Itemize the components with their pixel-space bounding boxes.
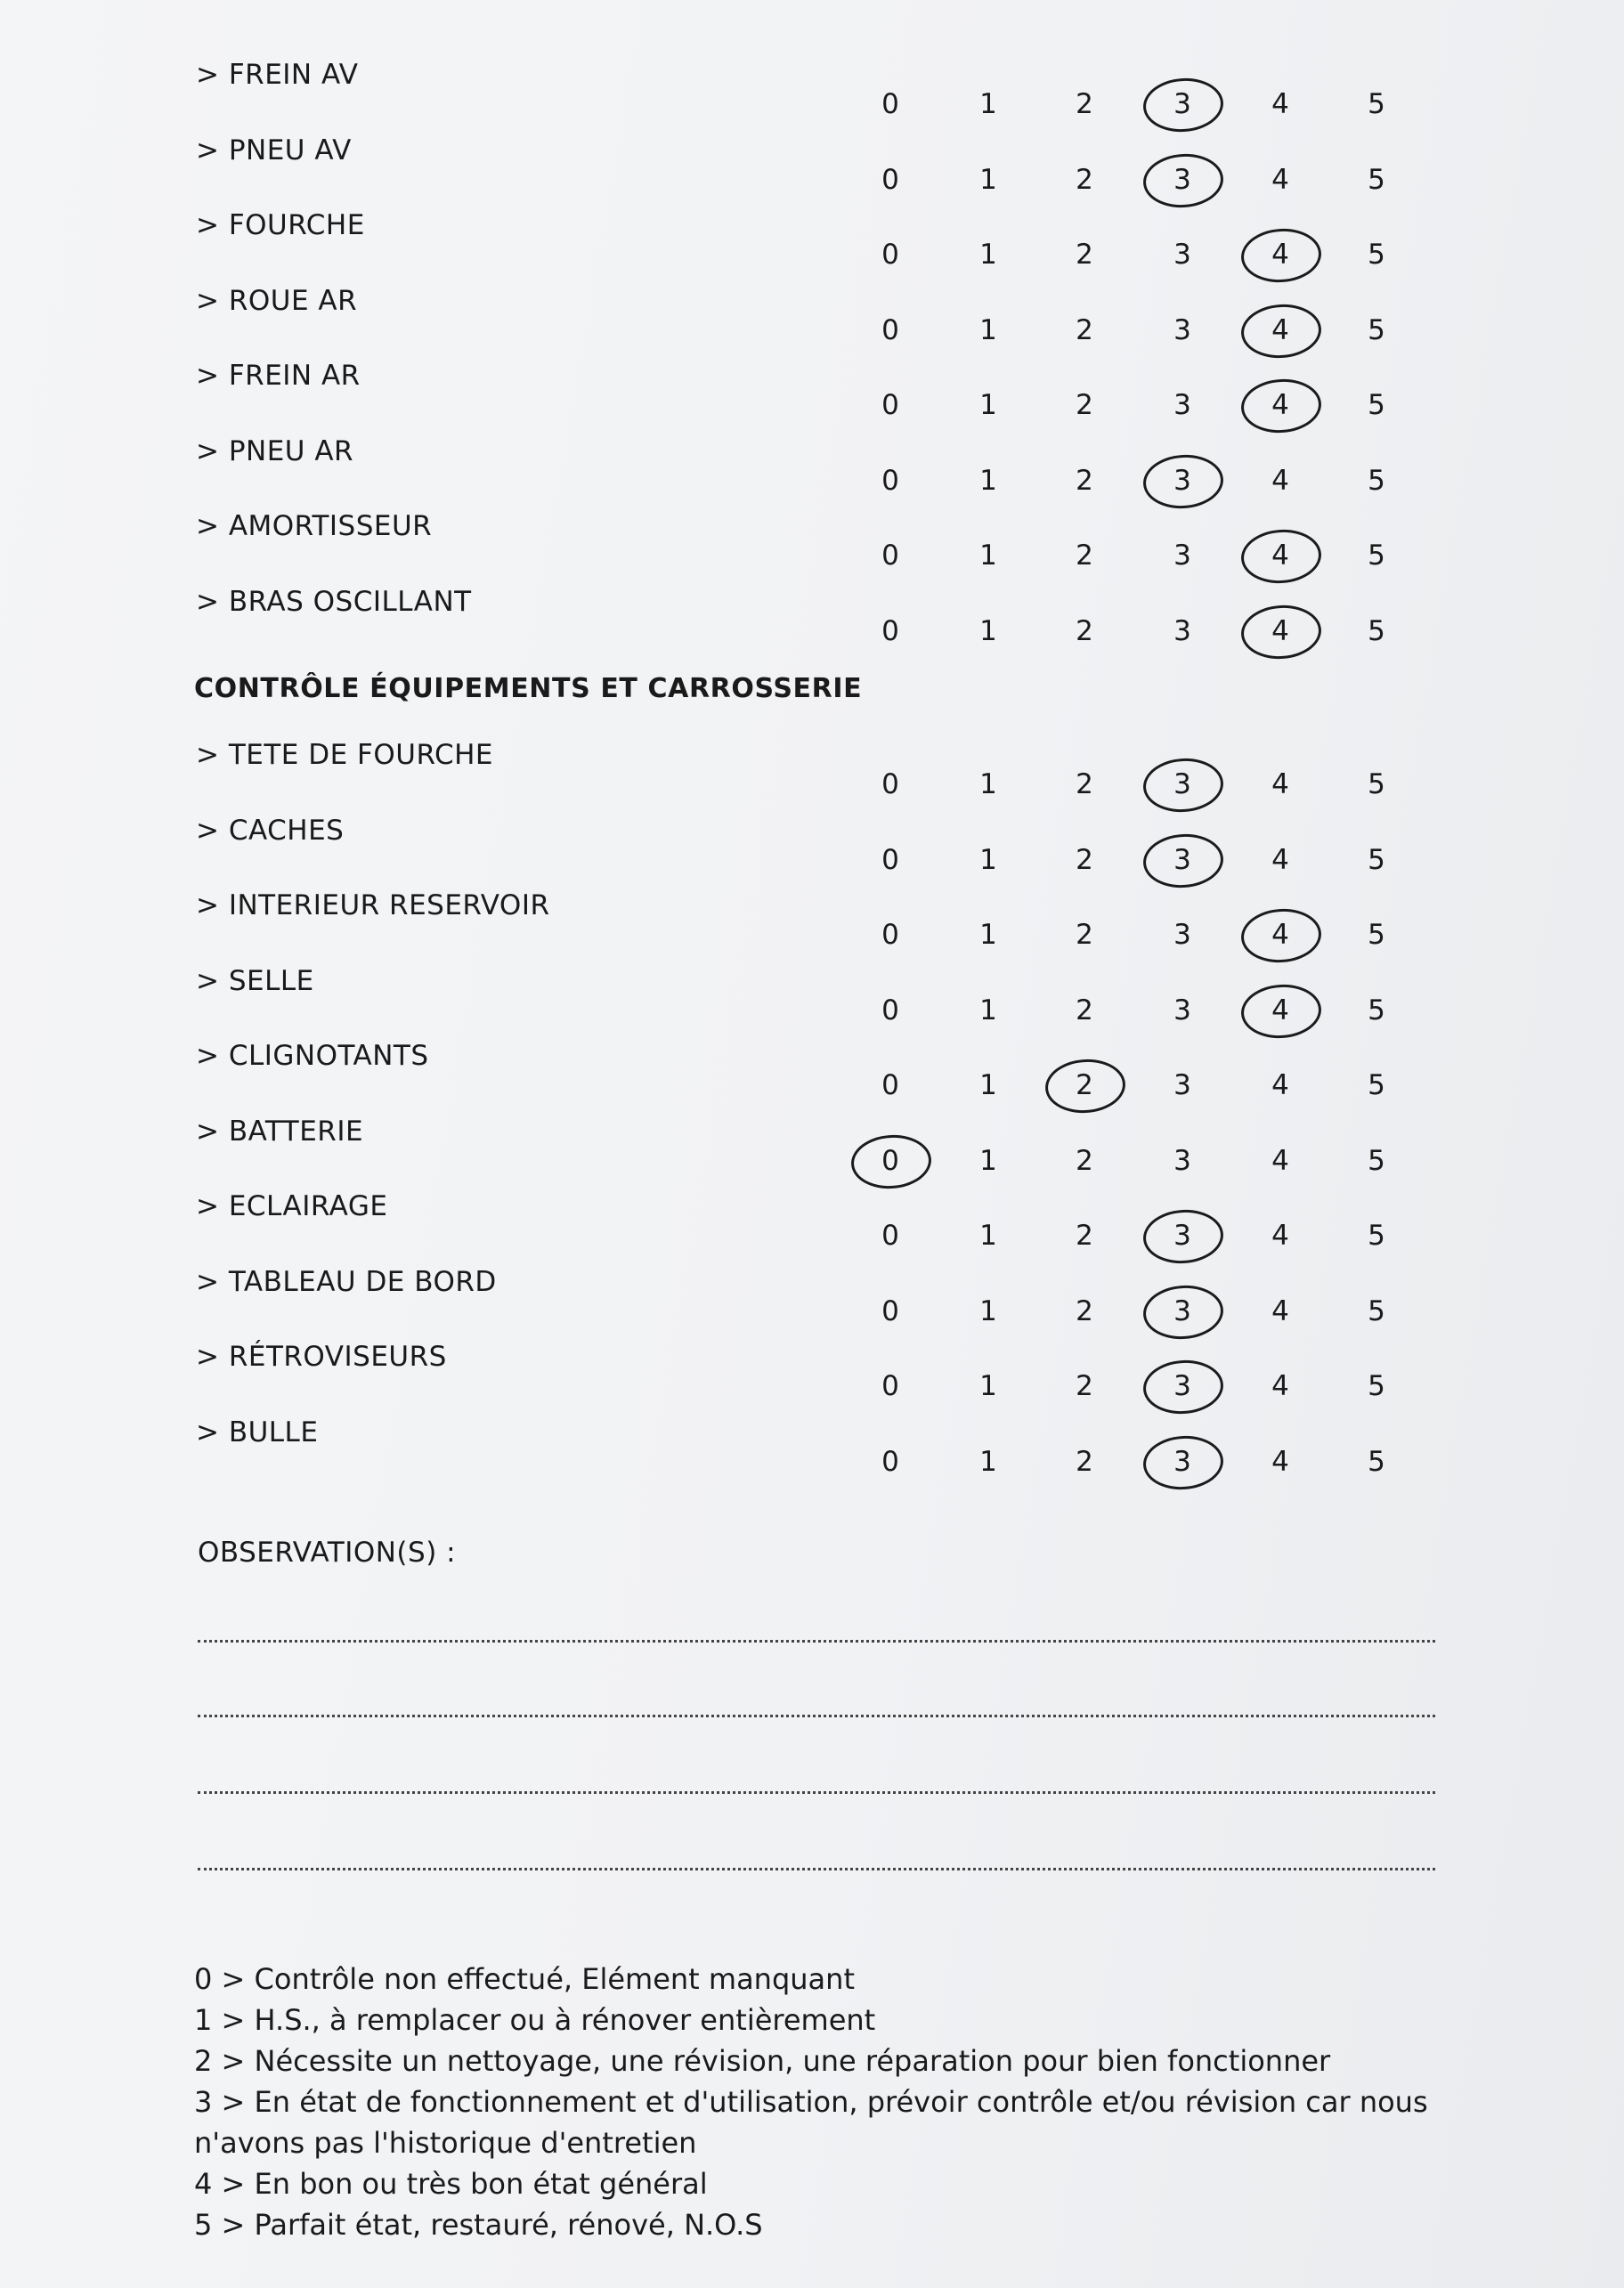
observation-line <box>198 1715 1435 1717</box>
score-option[interactable]: 5 <box>1368 464 1385 497</box>
score-option[interactable]: 0 <box>881 239 899 271</box>
score-option[interactable]: 1 <box>979 88 997 120</box>
score-option[interactable]: 5 <box>1368 843 1385 876</box>
score-option[interactable]: 5 <box>1368 1144 1385 1177</box>
score-option-selected[interactable]: 2 <box>1058 1063 1111 1107</box>
score-option-selected[interactable]: 3 <box>1156 158 1209 202</box>
score-option-selected[interactable]: 3 <box>1156 1440 1209 1484</box>
score-option[interactable]: 4 <box>1271 1370 1289 1402</box>
score-option[interactable]: 5 <box>1368 1294 1385 1327</box>
observation-line <box>198 1640 1435 1643</box>
row-label: > TETE DE FOURCHE <box>196 739 493 771</box>
score-option[interactable]: 0 <box>881 540 899 572</box>
score-option[interactable]: 5 <box>1368 1445 1385 1478</box>
row-label: > PNEU AV <box>196 134 352 166</box>
score-option[interactable]: 5 <box>1368 1220 1385 1252</box>
score-option[interactable]: 2 <box>1076 1445 1093 1478</box>
row-label: > FOURCHE <box>196 209 365 241</box>
score-option[interactable]: 0 <box>881 1445 899 1478</box>
score-option[interactable]: 1 <box>979 1445 997 1478</box>
score-option[interactable]: 2 <box>1076 540 1093 572</box>
checklist-row <box>0 435 1624 510</box>
score-option[interactable]: 3 <box>1173 919 1191 951</box>
checklist-row <box>0 889 1624 964</box>
score-option-selected[interactable]: 3 <box>1156 1213 1209 1258</box>
score-option[interactable]: 1 <box>979 313 997 346</box>
score-option[interactable]: 1 <box>979 843 997 876</box>
score-option[interactable]: 1 <box>979 994 997 1026</box>
score-option[interactable]: 2 <box>1076 919 1093 951</box>
checklist-row <box>0 965 1624 1040</box>
score-option[interactable]: 5 <box>1368 614 1385 647</box>
score-option[interactable]: 5 <box>1368 919 1385 951</box>
score-option[interactable]: 5 <box>1368 768 1385 800</box>
checklist-row <box>0 1040 1624 1115</box>
row-label: > BATTERIE <box>196 1115 364 1148</box>
legend-line: 0 > Contrôle non effectué, Elément manquant <box>194 1962 855 1996</box>
score-option[interactable]: 5 <box>1368 239 1385 271</box>
score-option[interactable]: 0 <box>881 614 899 647</box>
score-option-selected[interactable]: 4 <box>1254 383 1307 427</box>
score-option[interactable]: 4 <box>1271 163 1289 196</box>
score-option[interactable]: 3 <box>1173 389 1191 421</box>
checklist-row <box>0 1416 1624 1491</box>
score-option[interactable]: 0 <box>881 88 899 120</box>
score-option[interactable]: 2 <box>1076 1294 1093 1327</box>
score-option[interactable]: 1 <box>979 239 997 271</box>
score-option[interactable]: 3 <box>1173 614 1191 647</box>
score-option[interactable]: 3 <box>1173 994 1191 1026</box>
checklist-row <box>0 285 1624 360</box>
score-option[interactable]: 4 <box>1271 1220 1289 1252</box>
score-option-selected[interactable]: 3 <box>1156 1364 1209 1408</box>
score-option[interactable]: 0 <box>881 1370 899 1402</box>
score-option[interactable]: 2 <box>1076 313 1093 346</box>
score-option[interactable]: 0 <box>881 994 899 1026</box>
legend-line: 3 > En état de fonctionnement et d'utilisation, prévoir contrôle et/ou révision car nous <box>194 2085 1428 2119</box>
score-option-selected[interactable]: 4 <box>1254 308 1307 353</box>
checklist-row <box>0 586 1624 661</box>
score-option[interactable]: 5 <box>1368 1069 1385 1101</box>
row-label: > TABLEAU DE BORD <box>196 1265 497 1298</box>
score-option[interactable]: 3 <box>1173 1144 1191 1177</box>
score-option[interactable]: 1 <box>979 768 997 800</box>
score-option[interactable]: 4 <box>1271 1294 1289 1327</box>
observation-line <box>198 1868 1435 1870</box>
row-label: > SELLE <box>196 964 314 997</box>
legend-line: 5 > Parfait état, restauré, rénové, N.O.S <box>194 2208 763 2242</box>
score-option[interactable]: 2 <box>1076 389 1093 421</box>
section-title: CONTRÔLE ÉQUIPEMENTS ET CARROSSERIE <box>194 673 863 704</box>
score-option[interactable]: 4 <box>1271 1445 1289 1478</box>
row-label: > FREIN AV <box>196 59 359 91</box>
score-option[interactable]: 0 <box>881 1069 899 1101</box>
score-option[interactable]: 0 <box>881 843 899 876</box>
score-option[interactable]: 2 <box>1076 843 1093 876</box>
score-option[interactable]: 3 <box>1173 239 1191 271</box>
score-option-selected[interactable]: 3 <box>1156 82 1209 126</box>
score-option[interactable]: 1 <box>979 1144 997 1177</box>
score-option[interactable]: 1 <box>979 1069 997 1101</box>
legend-line: n'avons pas l'historique d'entretien <box>194 2126 697 2160</box>
checklist-row <box>0 1116 1624 1190</box>
score-option-selected[interactable]: 4 <box>1254 988 1307 1033</box>
observations-label: OBSERVATION(S) : <box>198 1537 457 1569</box>
score-option[interactable]: 1 <box>979 163 997 196</box>
observation-line <box>198 1791 1435 1794</box>
legend-line: 4 > En bon ou très bon état général <box>194 2167 708 2201</box>
score-option[interactable]: 5 <box>1368 389 1385 421</box>
row-label: > AMORTISSEUR <box>196 510 433 542</box>
score-option[interactable]: 1 <box>979 614 997 647</box>
checklist-row <box>0 59 1624 134</box>
score-option[interactable]: 0 <box>881 163 899 196</box>
checklist-row <box>0 1266 1624 1341</box>
score-option[interactable]: 0 <box>881 389 899 421</box>
score-option[interactable]: 1 <box>979 1370 997 1402</box>
score-option-selected[interactable]: 0 <box>864 1139 917 1183</box>
score-option[interactable]: 4 <box>1271 88 1289 120</box>
row-label: > INTERIEUR RESERVOIR <box>196 889 550 921</box>
score-option[interactable]: 2 <box>1076 239 1093 271</box>
score-option[interactable]: 4 <box>1271 768 1289 800</box>
row-label: > CLIGNOTANTS <box>196 1040 429 1072</box>
score-option[interactable]: 0 <box>881 919 899 951</box>
checklist-row <box>0 1341 1624 1416</box>
score-option-selected[interactable]: 4 <box>1254 533 1307 578</box>
score-option[interactable]: 0 <box>881 768 899 800</box>
score-option[interactable]: 2 <box>1076 994 1093 1026</box>
score-option[interactable]: 1 <box>979 464 997 497</box>
score-option-selected[interactable]: 4 <box>1254 609 1307 653</box>
score-option-selected[interactable]: 3 <box>1156 838 1209 882</box>
score-option-selected[interactable]: 4 <box>1254 232 1307 277</box>
score-option[interactable]: 2 <box>1076 614 1093 647</box>
score-option[interactable]: 0 <box>881 313 899 346</box>
score-option[interactable]: 2 <box>1076 1144 1093 1177</box>
row-label: > BULLE <box>196 1416 319 1448</box>
row-label: > BRAS OSCILLANT <box>196 585 472 618</box>
score-option[interactable]: 2 <box>1076 1220 1093 1252</box>
score-option[interactable]: 2 <box>1076 1370 1093 1402</box>
score-option[interactable]: 5 <box>1368 313 1385 346</box>
score-option[interactable]: 2 <box>1076 464 1093 497</box>
score-option[interactable]: 1 <box>979 540 997 572</box>
score-option-selected[interactable]: 3 <box>1156 1289 1209 1334</box>
checklist-row <box>0 739 1624 814</box>
checklist-row <box>0 1190 1624 1265</box>
score-option[interactable]: 4 <box>1271 464 1289 497</box>
score-option-selected[interactable]: 3 <box>1156 762 1209 807</box>
score-option[interactable]: 3 <box>1173 313 1191 346</box>
score-option[interactable]: 4 <box>1271 843 1289 876</box>
score-option[interactable]: 1 <box>979 1220 997 1252</box>
score-option[interactable]: 1 <box>979 919 997 951</box>
score-option[interactable]: 3 <box>1173 540 1191 572</box>
score-option[interactable]: 4 <box>1271 1069 1289 1101</box>
checklist-row <box>0 134 1624 209</box>
checklist-row <box>0 360 1624 434</box>
score-option[interactable]: 5 <box>1368 163 1385 196</box>
row-label: > FREIN AR <box>196 360 361 392</box>
legend-line: 2 > Nécessite un nettoyage, une révision, une réparation pour bien fonctionner <box>194 2044 1331 2078</box>
rating-legend <box>194 1959 1441 2245</box>
score-option[interactable]: 5 <box>1368 88 1385 120</box>
score-option[interactable]: 3 <box>1173 1069 1191 1101</box>
score-option[interactable]: 1 <box>979 1294 997 1327</box>
score-option[interactable]: 2 <box>1076 768 1093 800</box>
row-label: > ROUE AR <box>196 284 358 317</box>
score-option[interactable]: 4 <box>1271 1144 1289 1177</box>
legend-line: 1 > H.S., à remplacer ou à rénover entièrement <box>194 2003 876 2037</box>
score-option[interactable]: 0 <box>881 1220 899 1252</box>
checklist-row <box>0 510 1624 585</box>
checklist-row <box>0 209 1624 284</box>
row-label: > CACHES <box>196 814 345 847</box>
score-option[interactable]: 5 <box>1368 994 1385 1026</box>
score-option[interactable]: 0 <box>881 1294 899 1327</box>
score-option[interactable]: 0 <box>881 464 899 497</box>
score-option[interactable]: 5 <box>1368 1370 1385 1402</box>
score-option-selected[interactable]: 4 <box>1254 913 1307 957</box>
row-label: > PNEU AR <box>196 434 354 467</box>
score-option[interactable]: 2 <box>1076 88 1093 120</box>
score-option[interactable]: 1 <box>979 389 997 421</box>
row-label: > RÉTROVISEURS <box>196 1341 447 1373</box>
score-option[interactable]: 5 <box>1368 540 1385 572</box>
checklist-row <box>0 815 1624 889</box>
row-label: > ECLAIRAGE <box>196 1190 388 1222</box>
score-option[interactable]: 2 <box>1076 163 1093 196</box>
score-option-selected[interactable]: 3 <box>1156 458 1209 503</box>
